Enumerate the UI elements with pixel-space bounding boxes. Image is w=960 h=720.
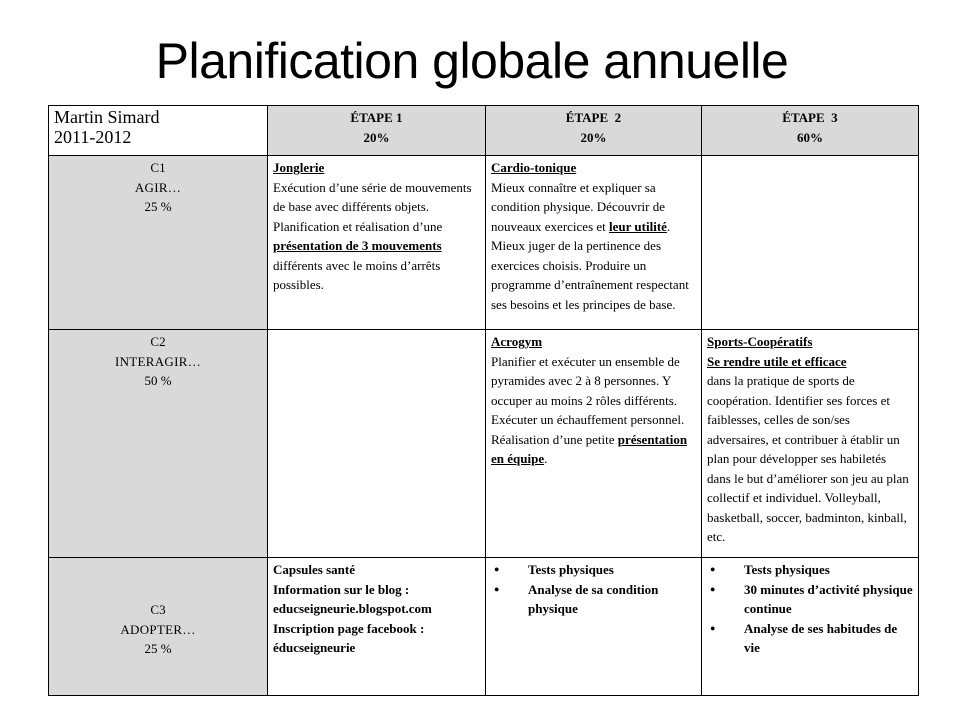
stage-1-header [268,106,486,156]
slide-title: Planification globale annuelle [155,33,789,89]
activity-title: Acrogym [491,334,543,349]
competency-name: AGIR… [134,179,182,195]
teacher-year-cell [49,106,268,156]
school-year: 2011-2012 [54,126,132,147]
bullet-item: ● Tests physiques [707,560,913,580]
bullet-item: ● Analyse de ses habitudes de vie [707,619,913,658]
bullet-item: ● Analyse de sa condition physique [491,580,696,619]
c3-stage-3-cell [702,558,919,696]
description-text: . Mieux juger de la pertinence des exercices choisis. Produire un programme d’entraînement respectant ses besoins et les principes de base. [491,218,689,312]
bullet-item: ● Tests physiques [491,560,696,580]
competency-weight: 25 % [144,199,172,214]
stage-2-bullet-list [491,560,696,619]
description-emphasis: présentation de 3 mouvements [273,238,442,253]
competency-c1-cell [49,156,268,330]
stage-label: ÉTAPE 3 [782,110,838,125]
competency-code: C3 [150,602,166,617]
description-emphasis: présentation en équipe [491,431,688,466]
info-line-facebook-label: Inscription page facebook : [273,620,425,636]
info-line-blog-label: Information sur le blog : [273,581,410,597]
activity-description [273,178,480,295]
c2-stage-3-cell [702,330,919,558]
activity-title: Jonglerie [273,160,325,175]
teacher-name: Martin Simard [54,107,160,127]
description-text: Planifier et exécuter un ensemble de pyramides avec 2 à 8 personnes. Y occuper au moins 2 rôles différents. Exécuter un échauffement personnel. Réalisation d’une petite [491,353,685,447]
description-text: . [544,451,548,466]
activity-title: Cardio-tonique [491,160,577,175]
description-text: différents avec le moins d’arrêts possibles. [273,257,441,292]
competency-row-c3 [49,558,919,696]
c1-stage-1-cell [268,156,486,330]
competency-c3-cell [49,558,268,696]
competency-code: C2 [150,334,166,349]
stage-weight: 20% [580,129,607,145]
blog-link[interactable]: educseigneurie.blogspot.com [273,601,432,616]
activity-title: Sports-Coopératifs [707,334,813,349]
bullet-item: ● 30 minutes d’activité physique continue [707,580,913,619]
competency-row-c1 [49,156,919,330]
facebook-page-name: éducseigneurie [273,640,356,655]
activity-subtitle: Se rendre utile et efficace [707,353,847,369]
competency-weight: 50 % [144,373,172,388]
competency-code: C1 [150,160,166,175]
stage-label: ÉTAPE 1 [350,110,403,125]
header-row [49,106,919,156]
c3-stage-2-cell [486,558,702,696]
stage-label: ÉTAPE 2 [565,110,622,125]
competency-name: INTERAGIR… [114,353,202,369]
c1-stage-2-cell [486,156,702,330]
description-text: Exécution d’une série de mouvements de base avec différents objets. Planification et réalisation d’une [273,179,472,234]
description-emphasis: leur utilité [609,218,667,234]
stage-3-bullet-list [707,560,913,658]
description-text: Mieux connaître et expliquer sa condition physique. Découvrir de nouveaux exercices et [491,179,666,234]
activity-description: dans la pratique de sports de coopération. Identifier ses forces et faiblesses, celles de son/ses adversaires, et contribuer à établir un plan pour développer ses habiletés dans le but d’améliorer son jeu au plan collectif et individuel. Volleyball, basketball, soccer, badminton, kinball, etc. [707,373,909,544]
competency-weight: 25 % [144,641,172,656]
activity-description [491,352,696,469]
competency-c2-cell [49,330,268,558]
stage-3-header [702,106,919,156]
c3-stage-1-cell [268,558,486,696]
c2-stage-2-cell [486,330,702,558]
competency-name: ADOPTER… [120,621,196,637]
info-line-capsules: Capsules santé [273,562,355,577]
stage-2-header [486,106,702,156]
c1-stage-3-cell [702,156,919,330]
stage-weight: 60% [797,129,823,145]
c2-stage-1-cell [268,330,486,558]
competency-row-c2 [49,330,919,558]
activity-description [491,178,696,315]
stage-weight: 20% [363,129,390,145]
annual-plan-table [48,105,919,696]
